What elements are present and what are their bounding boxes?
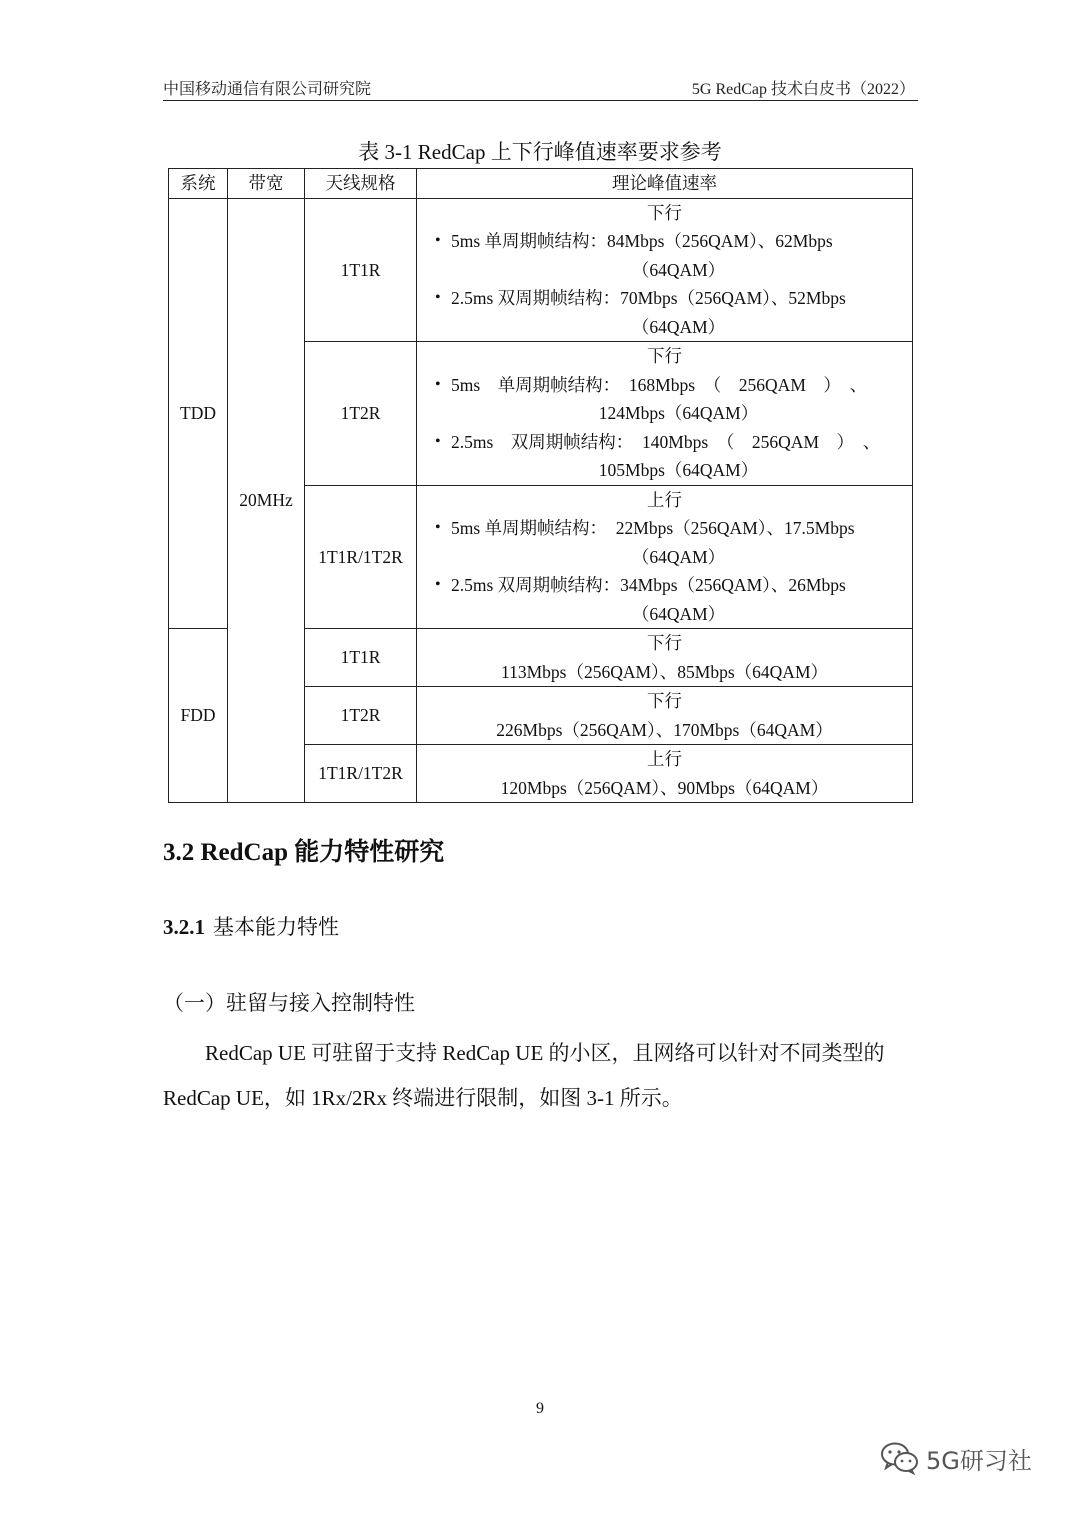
direction-label: 下行 [647, 691, 682, 711]
wechat-icon [880, 1441, 920, 1475]
direction-label: 上行 [647, 749, 682, 769]
watermark [880, 1438, 1032, 1478]
rate-list [417, 227, 912, 341]
table-header-row [169, 169, 913, 199]
rate-line: 226Mbps（256QAM）、170Mbps（64QAM） [496, 719, 833, 740]
bullet-icon: • [435, 232, 441, 249]
antenna-cell: 1T1R [305, 629, 417, 687]
rate-list [417, 371, 912, 485]
list-item [431, 514, 906, 571]
direction-label: 上行 [647, 489, 682, 510]
direction-label: 下行 [647, 633, 682, 653]
list-item [431, 428, 906, 485]
rate-list [417, 514, 912, 628]
antenna-cell: 1T2R [305, 687, 417, 745]
section-title: 3.2 RedCap 能力特性研究 [163, 839, 445, 866]
header-rule [163, 100, 918, 101]
rate-line-wrap: 124Mbps（64QAM） [598, 403, 759, 423]
antenna-cell: 1T1R/1T2R [305, 485, 417, 629]
rate-line: 113Mbps（256QAM）、85Mbps（64QAM） [500, 661, 828, 682]
system-cell-fdd: FDD [169, 629, 228, 803]
rate-cell [417, 198, 913, 342]
bullet-icon: • [435, 519, 441, 536]
subsection-name: 基本能力特性 [213, 915, 339, 939]
subsection-number: 3.2.1 [163, 915, 205, 939]
list-item [431, 227, 906, 284]
item-title: （一）驻留与接入控制特性 [163, 991, 415, 1015]
table-row [169, 198, 913, 342]
rate-line: 120Mbps（256QAM）、90Mbps（64QAM） [500, 777, 829, 798]
table-caption: 表 3-1 RedCap 上下行峰值速率要求参考 [358, 140, 722, 164]
rate-line-wrap: （64QAM） [631, 546, 726, 567]
list-item [431, 571, 906, 628]
header-organization: 中国移动通信有限公司研究院 [163, 81, 372, 98]
col-header-antenna: 天线规格 [305, 169, 417, 199]
bullet-icon: • [435, 289, 441, 306]
col-header-peak-rate: 理论峰值速率 [417, 169, 913, 199]
rate-cell [417, 485, 913, 629]
bullet-icon: • [435, 375, 441, 393]
col-header-bandwidth: 带宽 [228, 169, 305, 199]
rate-line-wrap: （64QAM） [631, 603, 726, 624]
rate-line: 2.5ms 双周期帧结构：70Mbps（256QAM）、52Mbps [451, 288, 846, 308]
direction-label: 下行 [647, 202, 682, 223]
peak-rate-table [168, 168, 913, 803]
body-paragraph: RedCap UE 可驻留于支持 RedCap UE 的小区，且网络可以针对不同类型的 RedCap UE，如 1Rx/2Rx 终端进行限制，如图 3-1 所示。 [163, 1041, 885, 1110]
rate-line: 5ms 单周期帧结构： 168Mbps （ 256QAM ） 、 [451, 374, 868, 395]
rate-cell [417, 687, 913, 745]
rate-cell [417, 745, 913, 803]
col-header-system: 系统 [169, 169, 228, 199]
rate-line-wrap: 105Mbps（64QAM） [598, 460, 759, 480]
bullet-icon: • [435, 576, 441, 593]
page-number: 9 [536, 1400, 544, 1417]
rate-line-wrap: （64QAM） [631, 259, 726, 280]
header-document-title: 5G RedCap 技术白皮书（2022） [691, 81, 915, 98]
bandwidth-cell: 20MHz [228, 198, 305, 803]
antenna-cell: 1T2R [305, 342, 417, 486]
rate-cell [417, 342, 913, 486]
antenna-cell: 1T1R [305, 198, 417, 342]
list-item [431, 371, 906, 428]
subsection-title [163, 911, 339, 941]
system-cell-tdd: TDD [169, 198, 228, 629]
rate-line: 2.5ms 双周期帧结构： 140Mbps （ 256QAM ） 、 [451, 431, 881, 452]
list-item [431, 284, 906, 341]
watermark-text: 5G研习社 [926, 1446, 1032, 1475]
rate-line: 5ms 单周期帧结构： 22Mbps（256QAM）、17.5Mbps [451, 518, 855, 538]
bullet-icon: • [435, 432, 441, 450]
rate-line: 5ms 单周期帧结构：84Mbps（256QAM）、62Mbps [451, 231, 833, 251]
rate-line: 2.5ms 双周期帧结构：34Mbps（256QAM）、26Mbps [451, 575, 846, 595]
antenna-cell: 1T1R/1T2R [305, 745, 417, 803]
rate-cell [417, 629, 913, 687]
rate-line-wrap: （64QAM） [631, 316, 726, 337]
direction-label: 下行 [647, 346, 682, 366]
